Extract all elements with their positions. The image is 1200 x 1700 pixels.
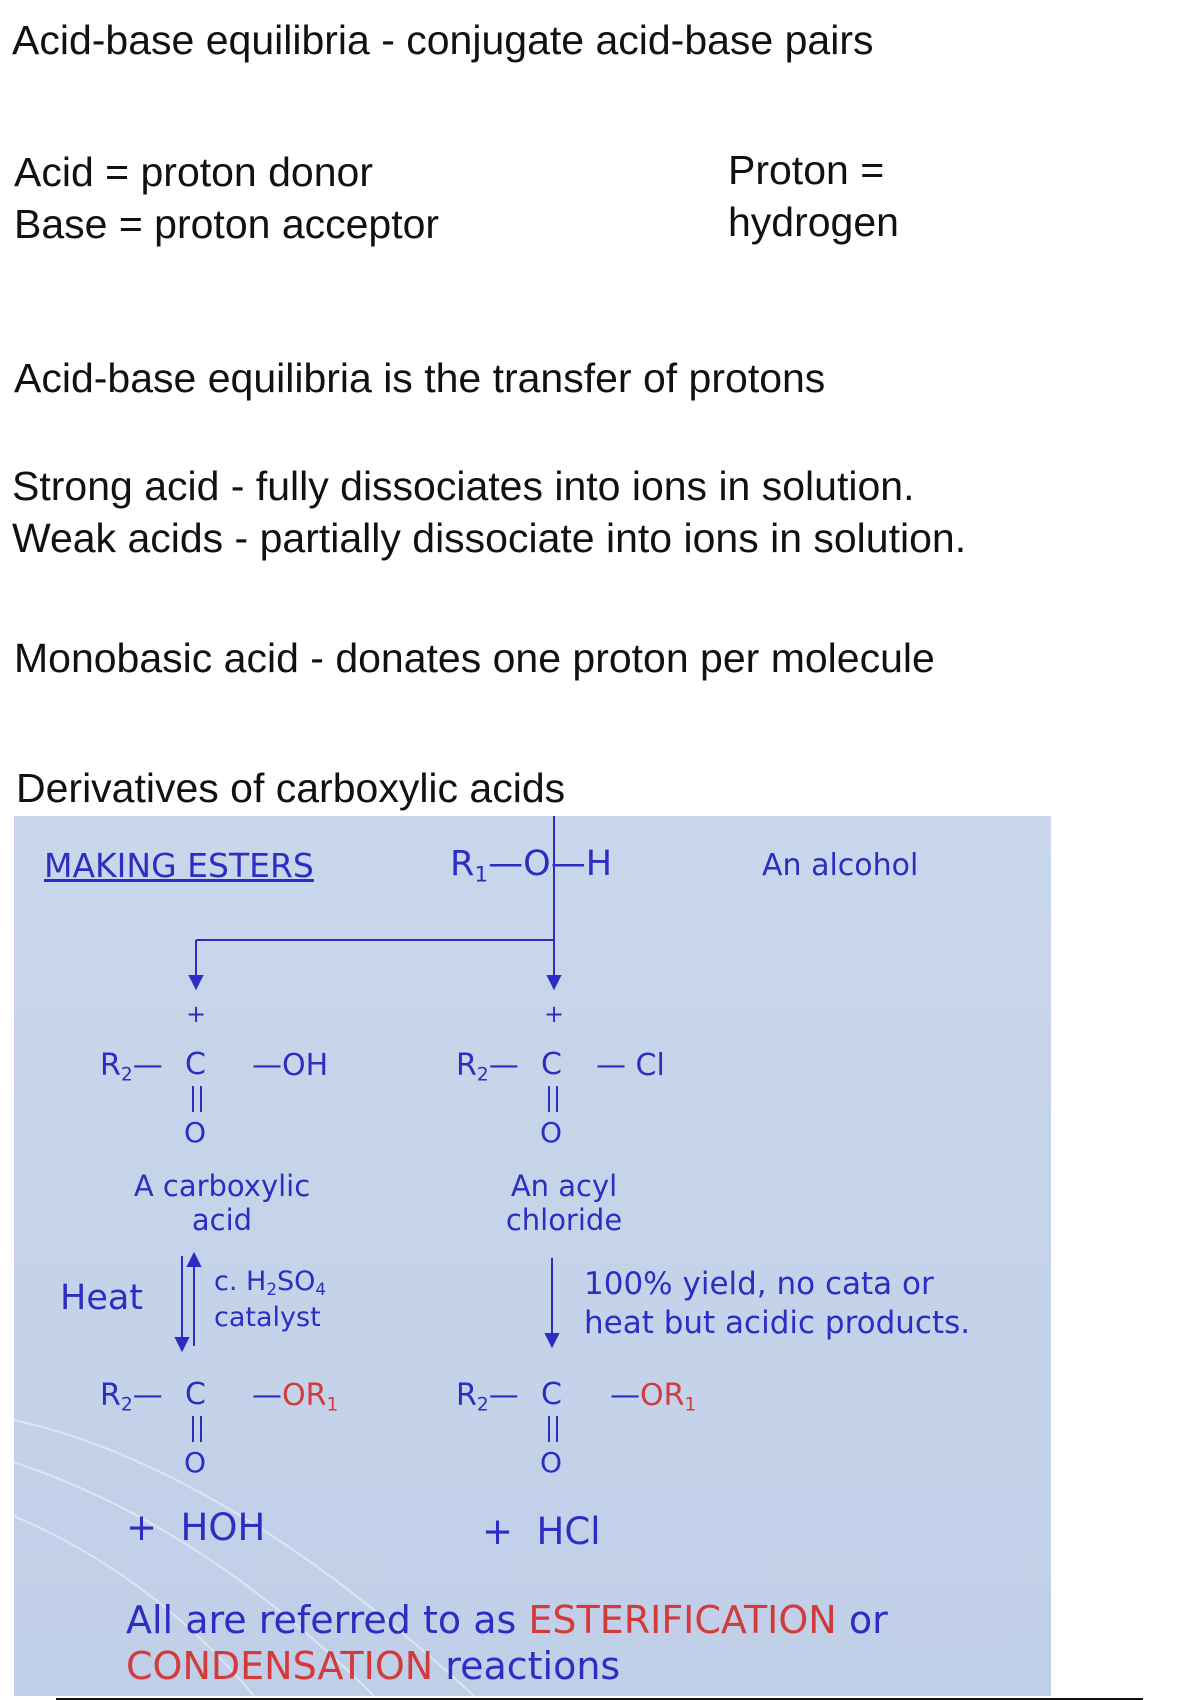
acid-definition: Acid = proton donor [14, 149, 373, 195]
base-definition: Base = proton acceptor [14, 201, 440, 247]
ester-or-group: $—OR_1$ [252, 1378, 339, 1416]
catalyst-formula: c. $H_2SO_4$ [214, 1266, 327, 1300]
reaction-lines [14, 816, 1051, 1696]
up-arrow-icon [188, 1254, 200, 1266]
plus-sign: + [186, 1000, 207, 1028]
alcohol-label: An alcohol [762, 848, 919, 883]
proton-note-line2: hydrogen [728, 199, 899, 245]
acyl-chloride-carbon: C [541, 1047, 562, 1082]
acyl-chloride-cl: — Cl [596, 1048, 665, 1083]
proton-note-line1: Proton = [728, 147, 885, 193]
down-arrow-icon [176, 1338, 188, 1350]
carboxylic-acid-oh: —OH [252, 1048, 329, 1083]
arrow-head-icon [190, 976, 202, 988]
derivatives-heading: Derivatives of carboxylic acids [16, 765, 566, 811]
ester-carbon: C [541, 1377, 562, 1412]
monobasic-note: Monobasic acid - donates one proton per molecule [14, 635, 935, 681]
plus-sign: + [544, 1000, 565, 1028]
ester-r-group: $R_2—$ [100, 1378, 163, 1416]
carboxylic-acid-label: acid [191, 1203, 253, 1237]
alcohol-formula: $R_1—O—H$ [450, 844, 613, 888]
acyl-chloride-r-group: $R_2—$ [456, 1048, 519, 1086]
ester-r-group: $R_2—$ [456, 1378, 519, 1416]
esterification-slide [14, 816, 1051, 1696]
page-title: Acid-base equilibria - conjugate acid-base pairs [12, 17, 874, 63]
carbonyl-oxygen: O [184, 1446, 207, 1479]
transfer-note: Acid-base equilibria is the transfer of protons [14, 355, 826, 401]
hcl-byproduct: + HCl [482, 1510, 601, 1553]
arrow-head-icon [548, 976, 560, 988]
carbonyl-oxygen: O [540, 1446, 563, 1479]
summary-line2: CONDENSATION reactions [126, 1644, 621, 1688]
weak-acid-note: Weak acids - partially dissociate into ions in solution. [12, 515, 967, 561]
ester-or-group: $—OR_1$ [610, 1378, 697, 1416]
acyl-conditions-line2: heat but acidic products. [584, 1305, 971, 1341]
carbonyl-oxygen: O [184, 1116, 207, 1149]
heat-condition: Heat [60, 1278, 144, 1318]
carboxylic-acid-carbon: C [185, 1047, 206, 1082]
catalyst-label: catalyst [214, 1302, 321, 1333]
making-esters-heading: MAKING ESTERS [44, 846, 314, 885]
strong-acid-note: Strong acid - fully dissociates into ions in solution. [12, 463, 915, 509]
carbonyl-oxygen: O [540, 1116, 563, 1149]
summary-line1: All are referred to as ESTERIFICATION or [126, 1598, 888, 1642]
down-arrow-icon [546, 1334, 558, 1346]
acyl-conditions-line1: 100% yield, no cata or [584, 1266, 934, 1302]
water-byproduct: + HOH [126, 1506, 266, 1549]
acyl-chloride-label: chloride [505, 1203, 623, 1237]
carboxylic-acid-r-group: $R_2—$ [100, 1048, 163, 1086]
carboxylic-acid-label: A carboxylic [133, 1169, 311, 1203]
acyl-chloride-label: An acyl [510, 1169, 618, 1203]
ester-carbon: C [185, 1377, 206, 1412]
